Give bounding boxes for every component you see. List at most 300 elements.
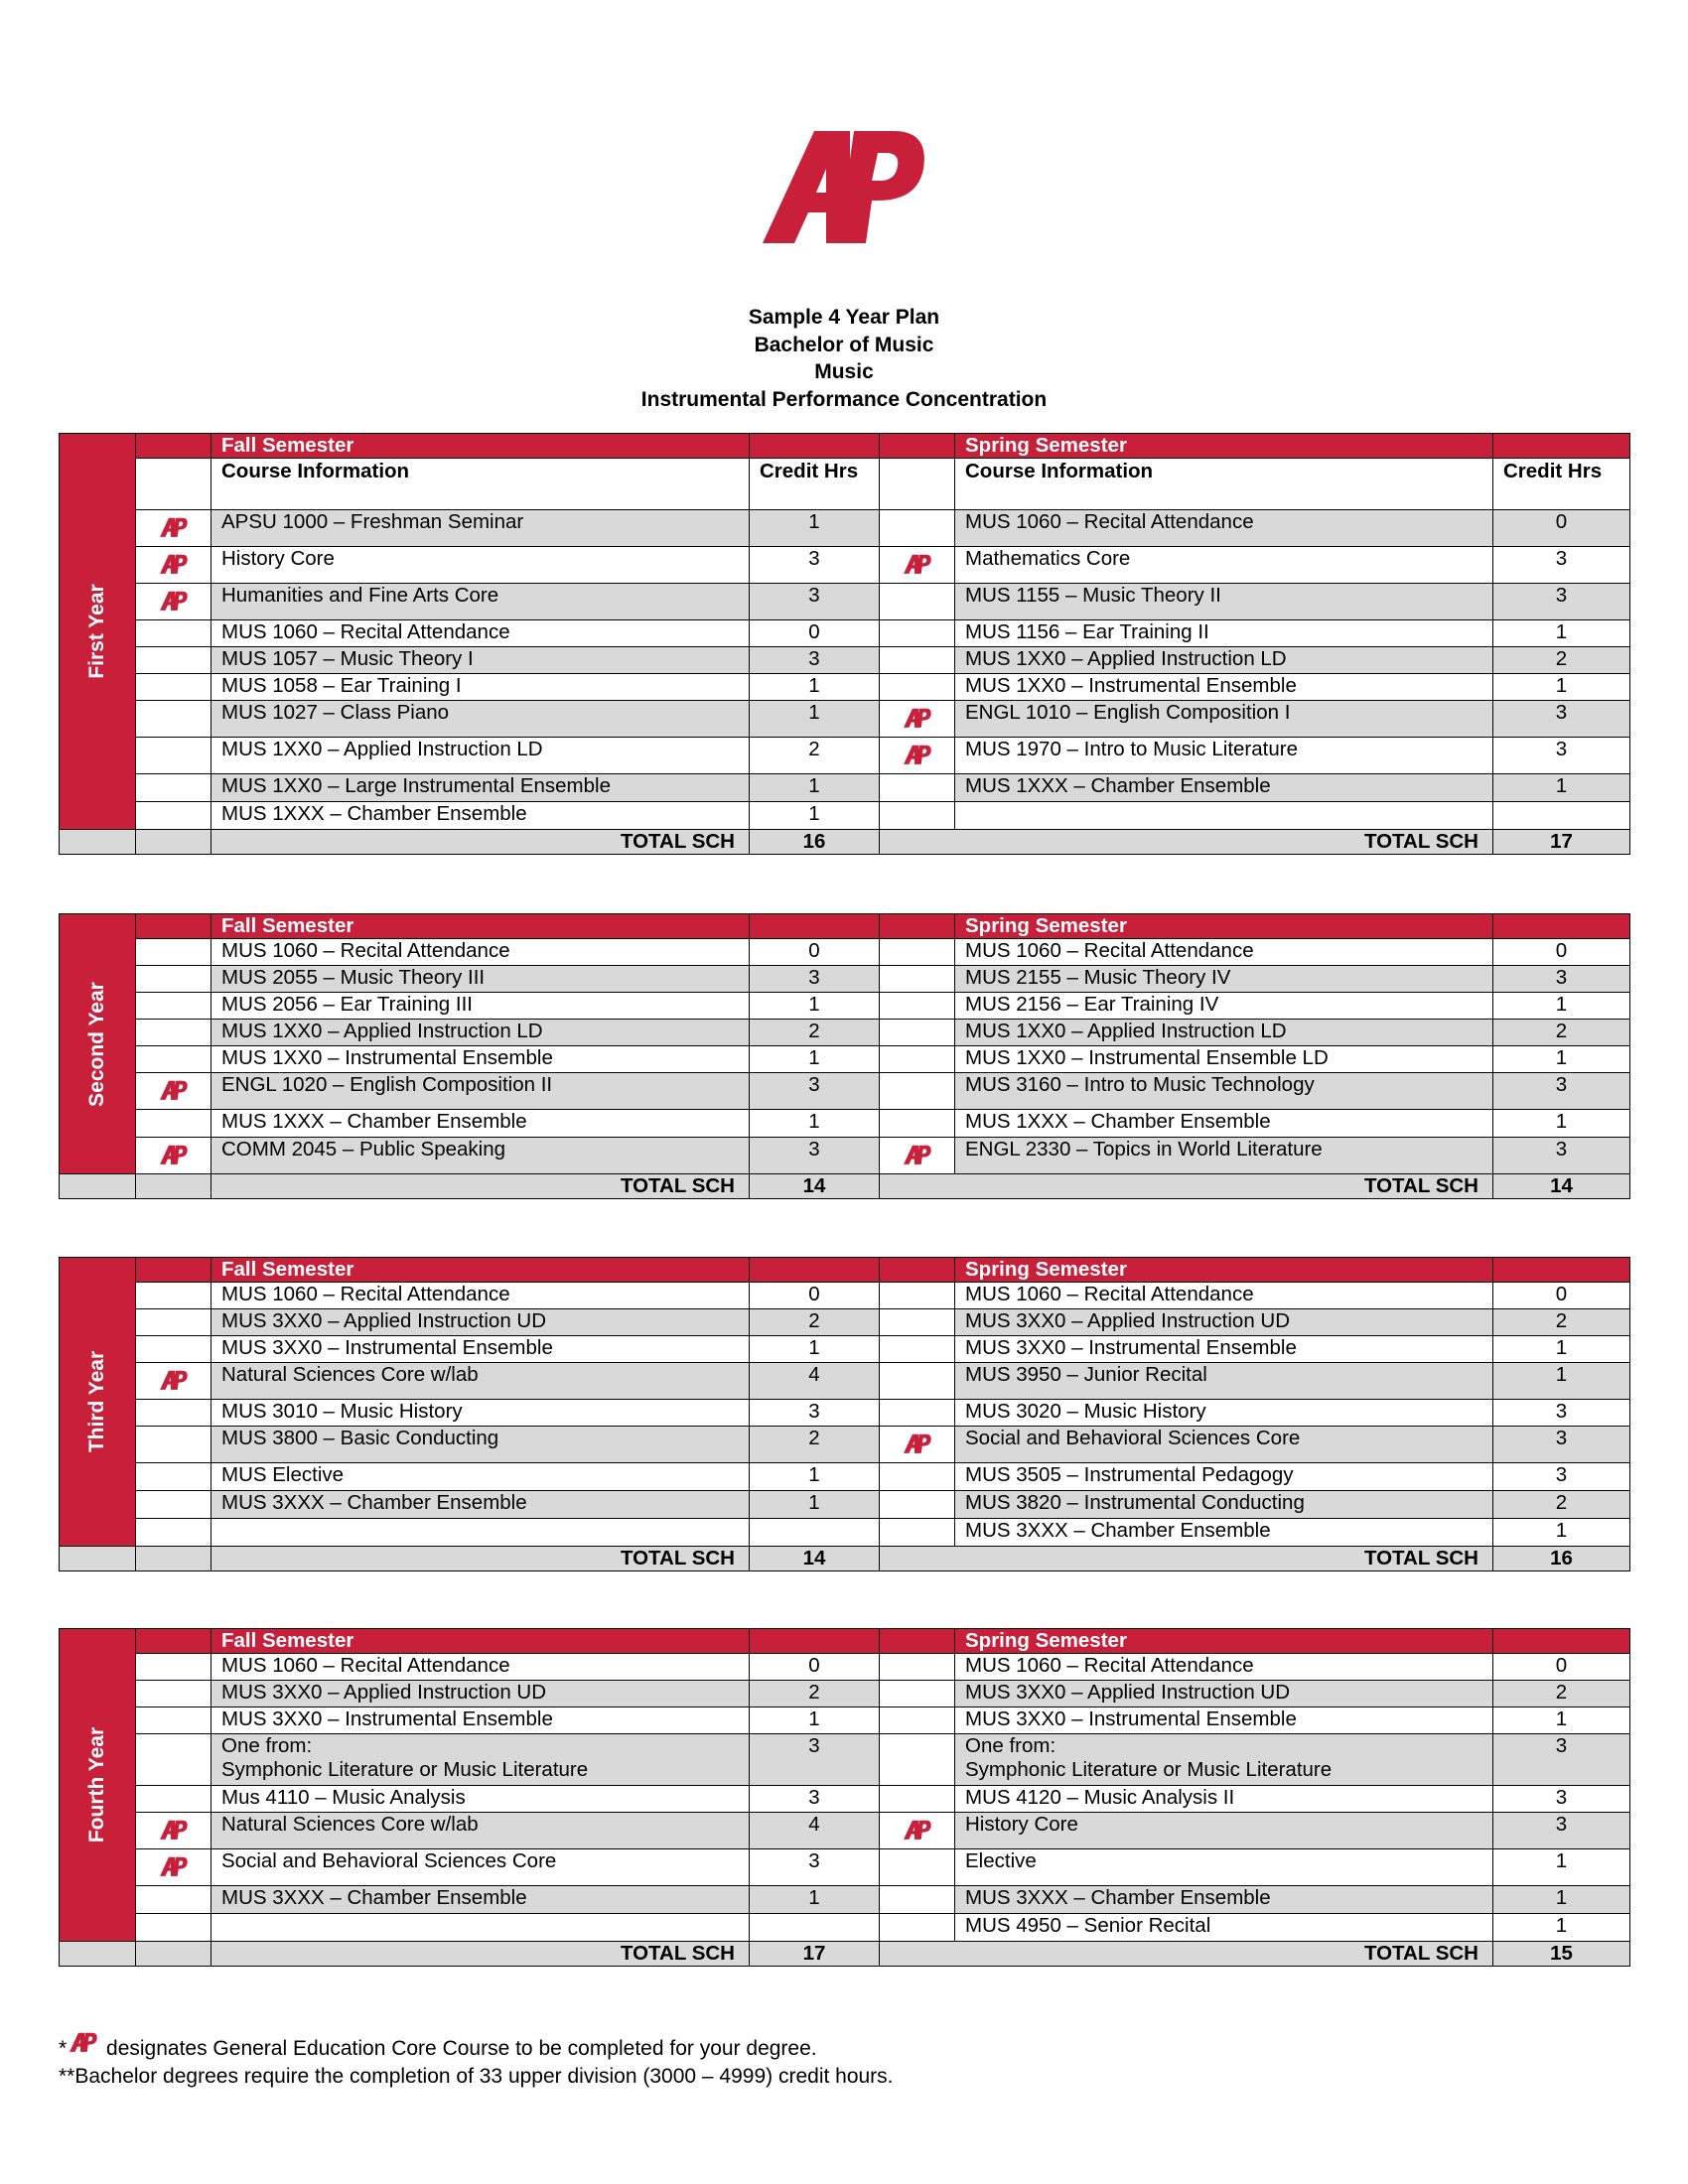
fall-semester-header: Fall Semester [211,914,750,939]
header-credit-cell [1493,1258,1630,1283]
gen-ed-icon-cell [136,1786,211,1813]
credit-hours: 3 [1493,966,1630,993]
course-name: MUS 1XX0 – Applied Instruction LD [211,738,750,774]
header-icon-cell [136,1258,211,1283]
credit-hours: 0 [1493,1283,1630,1309]
course-row [60,1707,1630,1734]
gen-ed-icon-cell [880,1400,955,1427]
header-icon-cell [136,1629,211,1654]
course-name: MUS 1XXX – Chamber Ensemble [211,1110,750,1138]
course-name: MUS 1970 – Intro to Music Literature [955,738,1493,774]
spring-total-label: TOTAL SCH [880,830,1493,855]
gen-ed-icon-cell [136,1849,211,1886]
course-row [60,1654,1630,1681]
gen-ed-icon-cell [136,510,211,547]
credit-hours: 3 [750,1400,880,1427]
course-name: MUS 3160 – Intro to Music Technology [955,1073,1493,1110]
plan-title [0,304,1688,413]
course-name: MUS 1XXX – Chamber Ensemble [211,802,750,830]
fall-total-value: 16 [750,830,880,855]
gen-ed-icon-cell [880,1654,955,1681]
course-name: Natural Sciences Core w/lab [211,1363,750,1400]
header-credit-cell [1493,914,1630,939]
fall-total-value: 17 [750,1942,880,1967]
header-credit-cell [750,914,880,939]
footnote-asterisk: * [59,2037,68,2060]
course-name: MUS 1XX0 – Applied Instruction LD [955,647,1493,674]
header-credit-cell [750,1258,880,1283]
course-row [60,939,1630,966]
course-name: MUS 1060 – Recital Attendance [955,510,1493,547]
year-block-3 [59,1257,1629,1571]
gen-ed-icon-cell [136,701,211,738]
title-line-3: Music [814,360,874,383]
course-row [60,1309,1630,1336]
course-name: Elective [955,1849,1493,1886]
credit-hours: 2 [750,738,880,774]
course-name: MUS 1057 – Music Theory I [211,647,750,674]
header-credit-cell [1493,1629,1630,1654]
header-icon-cell [880,914,955,939]
credit-hours: 1 [750,802,880,830]
course-name: Mathematics Core [955,547,1493,584]
apsu-logo [755,109,933,273]
gen-ed-icon-cell [136,1813,211,1849]
gen-ed-icon-cell [880,584,955,620]
gen-ed-icon-cell [880,1914,955,1942]
credit-hours: 1 [1493,1110,1630,1138]
year-label: Second Year [85,981,108,1107]
course-name: Social and Behavioral Sciences Core [955,1427,1493,1463]
gen-ed-icon-cell [136,1363,211,1400]
credit-hours: 3 [750,1138,880,1174]
course-name: MUS 1155 – Music Theory II [955,584,1493,620]
course-name: MUS 1060 – Recital Attendance [211,1283,750,1309]
spring-total-value: 16 [1493,1547,1630,1571]
title-line-2: Bachelor of Music [754,333,934,356]
gen-ed-icon-cell [880,1283,955,1309]
course-name: MUS 1060 – Recital Attendance [211,939,750,966]
gen-ed-icon-cell [136,674,211,701]
gen-ed-icon-cell [136,1110,211,1138]
blank-cell [880,459,955,510]
blank-cell [60,1942,136,1967]
course-name: MUS 1060 – Recital Attendance [211,620,750,647]
credit-hours: 3 [750,1786,880,1813]
course-row [60,1491,1630,1519]
blank-cell [136,1942,211,1967]
gen-ed-icon [157,1817,191,1844]
credit-hours: 3 [1493,547,1630,584]
gen-ed-icon-cell [880,1734,955,1786]
credit-hours: 3 [1493,1463,1630,1491]
course-row [60,1914,1630,1942]
course-row [60,1283,1630,1309]
credit-hours: 1 [750,701,880,738]
course-name: MUS 1XX0 – Instrumental Ensemble [955,674,1493,701]
course-row [60,1363,1630,1400]
year-label-cell [60,1629,136,1942]
gen-ed-icon [901,705,934,733]
gen-ed-icon-cell [880,993,955,1020]
course-name: MUS 4120 – Music Analysis II [955,1786,1493,1813]
total-row [60,1174,1630,1199]
gen-ed-icon-cell [136,620,211,647]
gen-ed-icon [901,551,934,579]
course-name: APSU 1000 – Freshman Seminar [211,510,750,547]
course-name: MUS Elective [211,1463,750,1491]
semester-header-row [60,1258,1630,1283]
course-name: MUS 3XXX – Chamber Ensemble [955,1519,1493,1547]
credit-hours: 1 [1493,774,1630,802]
course-name: One from: Symphonic Literature or Music Literature [211,1734,750,1786]
course-name: MUS 4950 – Senior Recital [955,1914,1493,1942]
course-name: MUS 3020 – Music History [955,1400,1493,1427]
gen-ed-icon-cell [880,1813,955,1849]
spring-total-value: 14 [1493,1174,1630,1199]
course-name: MUS 1060 – Recital Attendance [211,1654,750,1681]
course-row [60,647,1630,674]
blank-cell [136,459,211,510]
course-row [60,674,1630,701]
gen-ed-icon [901,1817,934,1844]
fall-total-label: TOTAL SCH [211,1942,750,1967]
course-row [60,1734,1630,1786]
gen-ed-icon-cell [880,1886,955,1914]
course-row [60,1519,1630,1547]
gen-ed-icon-cell [880,1363,955,1400]
course-name: ENGL 2330 – Topics in World Literature [955,1138,1493,1174]
semester-header-row [60,914,1630,939]
gen-ed-icon-cell [136,1336,211,1363]
course-name: MUS 3XX0 – Applied Instruction UD [211,1681,750,1707]
gen-ed-icon-cell [880,647,955,674]
fall-semester-header: Fall Semester [211,434,750,459]
credit-hours: 1 [1493,1886,1630,1914]
course-row [60,774,1630,802]
spring-total-label: TOTAL SCH [880,1547,1493,1571]
credit-hours: 3 [1493,738,1630,774]
credit-hours: 2 [1493,1020,1630,1046]
year-label: Fourth Year [85,1726,108,1843]
gen-ed-icon-cell [880,1491,955,1519]
gen-ed-icon-cell [880,1309,955,1336]
course-row [60,966,1630,993]
credit-hours: 1 [750,1336,880,1363]
course-name: MUS 3XXX – Chamber Ensemble [211,1491,750,1519]
course-name: MUS 2055 – Music Theory III [211,966,750,993]
year-table [59,1628,1630,1967]
gen-ed-icon-cell [136,1138,211,1174]
course-name: Social and Behavioral Sciences Core [211,1849,750,1886]
credit-hours: 1 [750,774,880,802]
title-line-1: Sample 4 Year Plan [748,306,940,329]
course-name: MUS 1XX0 – Applied Instruction LD [955,1020,1493,1046]
credit-hours: 3 [750,647,880,674]
gen-ed-icon-cell [136,939,211,966]
gen-ed-icon-cell [880,1020,955,1046]
course-row [60,547,1630,584]
credit-hours: 2 [1493,647,1630,674]
credit-hours: 1 [1493,1849,1630,1886]
course-row [60,1020,1630,1046]
credit-hours: 3 [1493,1073,1630,1110]
course-name [955,802,1493,830]
gen-ed-icon-cell [136,1914,211,1942]
credit-hours: 0 [750,1654,880,1681]
spring-semester-header: Spring Semester [955,1629,1493,1654]
gen-ed-icon-cell [136,1654,211,1681]
gen-ed-icon-cell [136,1519,211,1547]
credit-hours: 4 [750,1813,880,1849]
credit-hours: 1 [750,1046,880,1073]
gen-ed-icon [901,1142,934,1169]
gen-ed-icon-cell [880,674,955,701]
credit-hours [1493,802,1630,830]
course-name: Natural Sciences Core w/lab [211,1813,750,1849]
gen-ed-icon-cell [880,547,955,584]
course-name: MUS 1XXX – Chamber Ensemble [955,1110,1493,1138]
year-label-cell [60,1258,136,1547]
course-row [60,1138,1630,1174]
course-name: MUS 2056 – Ear Training III [211,993,750,1020]
gen-ed-footnote-text: designates General Education Core Course to be completed for your degree. [100,2037,817,2060]
credit-hours: 1 [1493,1707,1630,1734]
gen-ed-icon [157,1077,191,1105]
course-name: MUS 3950 – Junior Recital [955,1363,1493,1400]
gen-ed-icon-cell [136,547,211,584]
gen-ed-icon-cell [136,1283,211,1309]
gen-ed-icon [901,1431,934,1458]
course-name: MUS 3XX0 – Instrumental Ensemble [211,1336,750,1363]
year-table [59,433,1630,855]
header-icon-cell [880,434,955,459]
blank-cell [60,830,136,855]
gen-ed-icon [67,2029,100,2057]
course-name: Humanities and Fine Arts Core [211,584,750,620]
gen-ed-icon [901,742,934,769]
total-row [60,1547,1630,1571]
credit-hours: 2 [750,1681,880,1707]
credit-hours: 3 [1493,1786,1630,1813]
year-label-cell [60,434,136,830]
gen-ed-icon-cell [880,620,955,647]
semester-header-row [60,1629,1630,1654]
course-row [60,620,1630,647]
credit-hours: 1 [750,1886,880,1914]
gen-ed-icon-cell [136,1734,211,1786]
total-row [60,830,1630,855]
course-row [60,1073,1630,1110]
course-name: MUS 3XX0 – Applied Instruction UD [955,1681,1493,1707]
credit-hours: 1 [750,1491,880,1519]
gen-ed-icon-cell [880,1138,955,1174]
course-name: MUS 1058 – Ear Training I [211,674,750,701]
header-credit-cell [750,1629,880,1654]
course-name: ENGL 1020 – English Composition II [211,1073,750,1110]
course-name: MUS 1027 – Class Piano [211,701,750,738]
upper-division-footnote: **Bachelor degrees require the completion of 33 upper division (3000 – 4999) credit hours. [59,2065,894,2088]
col-credit-hrs: Credit Hrs [750,459,880,510]
credit-hours: 3 [750,1849,880,1886]
gen-ed-icon-cell [880,1849,955,1886]
gen-ed-icon-cell [880,1046,955,1073]
blank-cell [60,1174,136,1199]
header-icon-cell [880,1258,955,1283]
gen-ed-icon [157,1853,191,1881]
course-name: MUS 1XX0 – Instrumental Ensemble [211,1046,750,1073]
course-row [60,1046,1630,1073]
credit-hours: 2 [750,1309,880,1336]
year-block-4 [59,1628,1629,1967]
credit-hours: 1 [750,1707,880,1734]
fall-semester-header: Fall Semester [211,1629,750,1654]
gen-ed-icon-cell [136,802,211,830]
fall-total-label: TOTAL SCH [211,1547,750,1571]
course-name [211,1519,750,1547]
credit-hours: 1 [1493,1363,1630,1400]
course-name: MUS 1060 – Recital Attendance [955,1283,1493,1309]
blank-cell [136,1174,211,1199]
gen-ed-icon-cell [880,966,955,993]
spring-total-value: 17 [1493,830,1630,855]
blank-cell [136,1547,211,1571]
course-name: One from: Symphonic Literature or Music Literature [955,1734,1493,1786]
credit-hours: 2 [1493,1681,1630,1707]
blank-cell [60,1547,136,1571]
header-icon-cell [880,1629,955,1654]
credit-hours: 3 [1493,1400,1630,1427]
spring-total-label: TOTAL SCH [880,1942,1493,1967]
fall-total-label: TOTAL SCH [211,830,750,855]
gen-ed-icon-cell [880,802,955,830]
spring-semester-header: Spring Semester [955,914,1493,939]
credit-hours: 1 [1493,1519,1630,1547]
credit-hours: 3 [750,1734,880,1786]
gen-ed-icon-cell [880,738,955,774]
column-header-row [60,459,1630,510]
credit-hours [750,1914,880,1942]
gen-ed-icon-cell [136,1046,211,1073]
year-table [59,1257,1630,1571]
course-name: ENGL 1010 – English Composition I [955,701,1493,738]
course-name: History Core [955,1813,1493,1849]
course-name: History Core [211,547,750,584]
credit-hours: 0 [1493,939,1630,966]
course-name: MUS 1060 – Recital Attendance [955,939,1493,966]
gen-ed-icon-cell [880,774,955,802]
gen-ed-icon-cell [136,1309,211,1336]
course-name: MUS 1XX0 – Applied Instruction LD [211,1020,750,1046]
gen-ed-icon-cell [136,1427,211,1463]
gen-ed-icon-cell [136,966,211,993]
gen-ed-icon-cell [880,510,955,547]
course-row [60,510,1630,547]
year-block-2 [59,913,1629,1199]
course-name: MUS 2155 – Music Theory IV [955,966,1493,993]
credit-hours: 4 [750,1363,880,1400]
credit-hours: 0 [750,620,880,647]
course-row [60,1463,1630,1491]
credit-hours: 1 [1493,1336,1630,1363]
course-name: MUS 3XX0 – Instrumental Ensemble [211,1707,750,1734]
year-block-1 [59,433,1629,855]
gen-ed-icon-cell [136,774,211,802]
course-name: MUS 3800 – Basic Conducting [211,1427,750,1463]
spring-total-label: TOTAL SCH [880,1174,1493,1199]
course-name: MUS 1XX0 – Instrumental Ensemble LD [955,1046,1493,1073]
gen-ed-icon-cell [880,939,955,966]
header-icon-cell [136,434,211,459]
course-row [60,1110,1630,1138]
course-name: MUS 1XX0 – Large Instrumental Ensemble [211,774,750,802]
credit-hours: 2 [1493,1491,1630,1519]
gen-ed-icon-cell [136,1020,211,1046]
credit-hours: 3 [1493,701,1630,738]
gen-ed-icon [157,588,191,615]
course-row [60,1336,1630,1363]
header-icon-cell [136,914,211,939]
credit-hours: 1 [1493,1046,1630,1073]
course-name: MUS 1156 – Ear Training II [955,620,1493,647]
course-name: MUS 3XXX – Chamber Ensemble [211,1886,750,1914]
gen-ed-icon-cell [136,1463,211,1491]
gen-ed-icon-cell [136,1886,211,1914]
credit-hours: 0 [1493,1654,1630,1681]
credit-hours: 1 [1493,620,1630,647]
col-course-info: Course Information [955,459,1493,510]
gen-ed-icon-cell [136,1073,211,1110]
year-label-cell [60,914,136,1174]
gen-ed-icon-cell [880,1336,955,1363]
year-label: Third Year [85,1350,108,1453]
course-name: MUS 2156 – Ear Training IV [955,993,1493,1020]
gen-ed-icon-cell [136,1491,211,1519]
footnotes [59,2029,894,2091]
course-name: COMM 2045 – Public Speaking [211,1138,750,1174]
course-row [60,1813,1630,1849]
gen-ed-icon-cell [136,647,211,674]
gen-ed-icon-cell [136,738,211,774]
gen-ed-icon-cell [136,1681,211,1707]
credit-hours: 1 [1493,993,1630,1020]
gen-ed-icon-cell [136,1400,211,1427]
gen-ed-icon [157,1142,191,1169]
header-credit-cell [750,434,880,459]
course-name: MUS 3XX0 – Applied Instruction UD [955,1309,1493,1336]
course-row [60,1400,1630,1427]
gen-ed-icon-cell [880,1786,955,1813]
course-row [60,993,1630,1020]
credit-hours: 0 [750,939,880,966]
credit-hours: 3 [1493,1138,1630,1174]
gen-ed-icon-cell [880,701,955,738]
course-row [60,738,1630,774]
header-credit-cell [1493,434,1630,459]
credit-hours: 1 [750,1463,880,1491]
spring-total-value: 15 [1493,1942,1630,1967]
fall-semester-header: Fall Semester [211,1258,750,1283]
credit-hours: 1 [750,510,880,547]
credit-hours: 3 [750,547,880,584]
gen-ed-icon [157,1367,191,1395]
credit-hours: 1 [750,1110,880,1138]
year-label: First Year [85,584,108,679]
credit-hours: 3 [750,584,880,620]
spring-semester-header: Spring Semester [955,1258,1493,1283]
col-course-info: Course Information [211,459,750,510]
credit-hours: 3 [750,1073,880,1110]
